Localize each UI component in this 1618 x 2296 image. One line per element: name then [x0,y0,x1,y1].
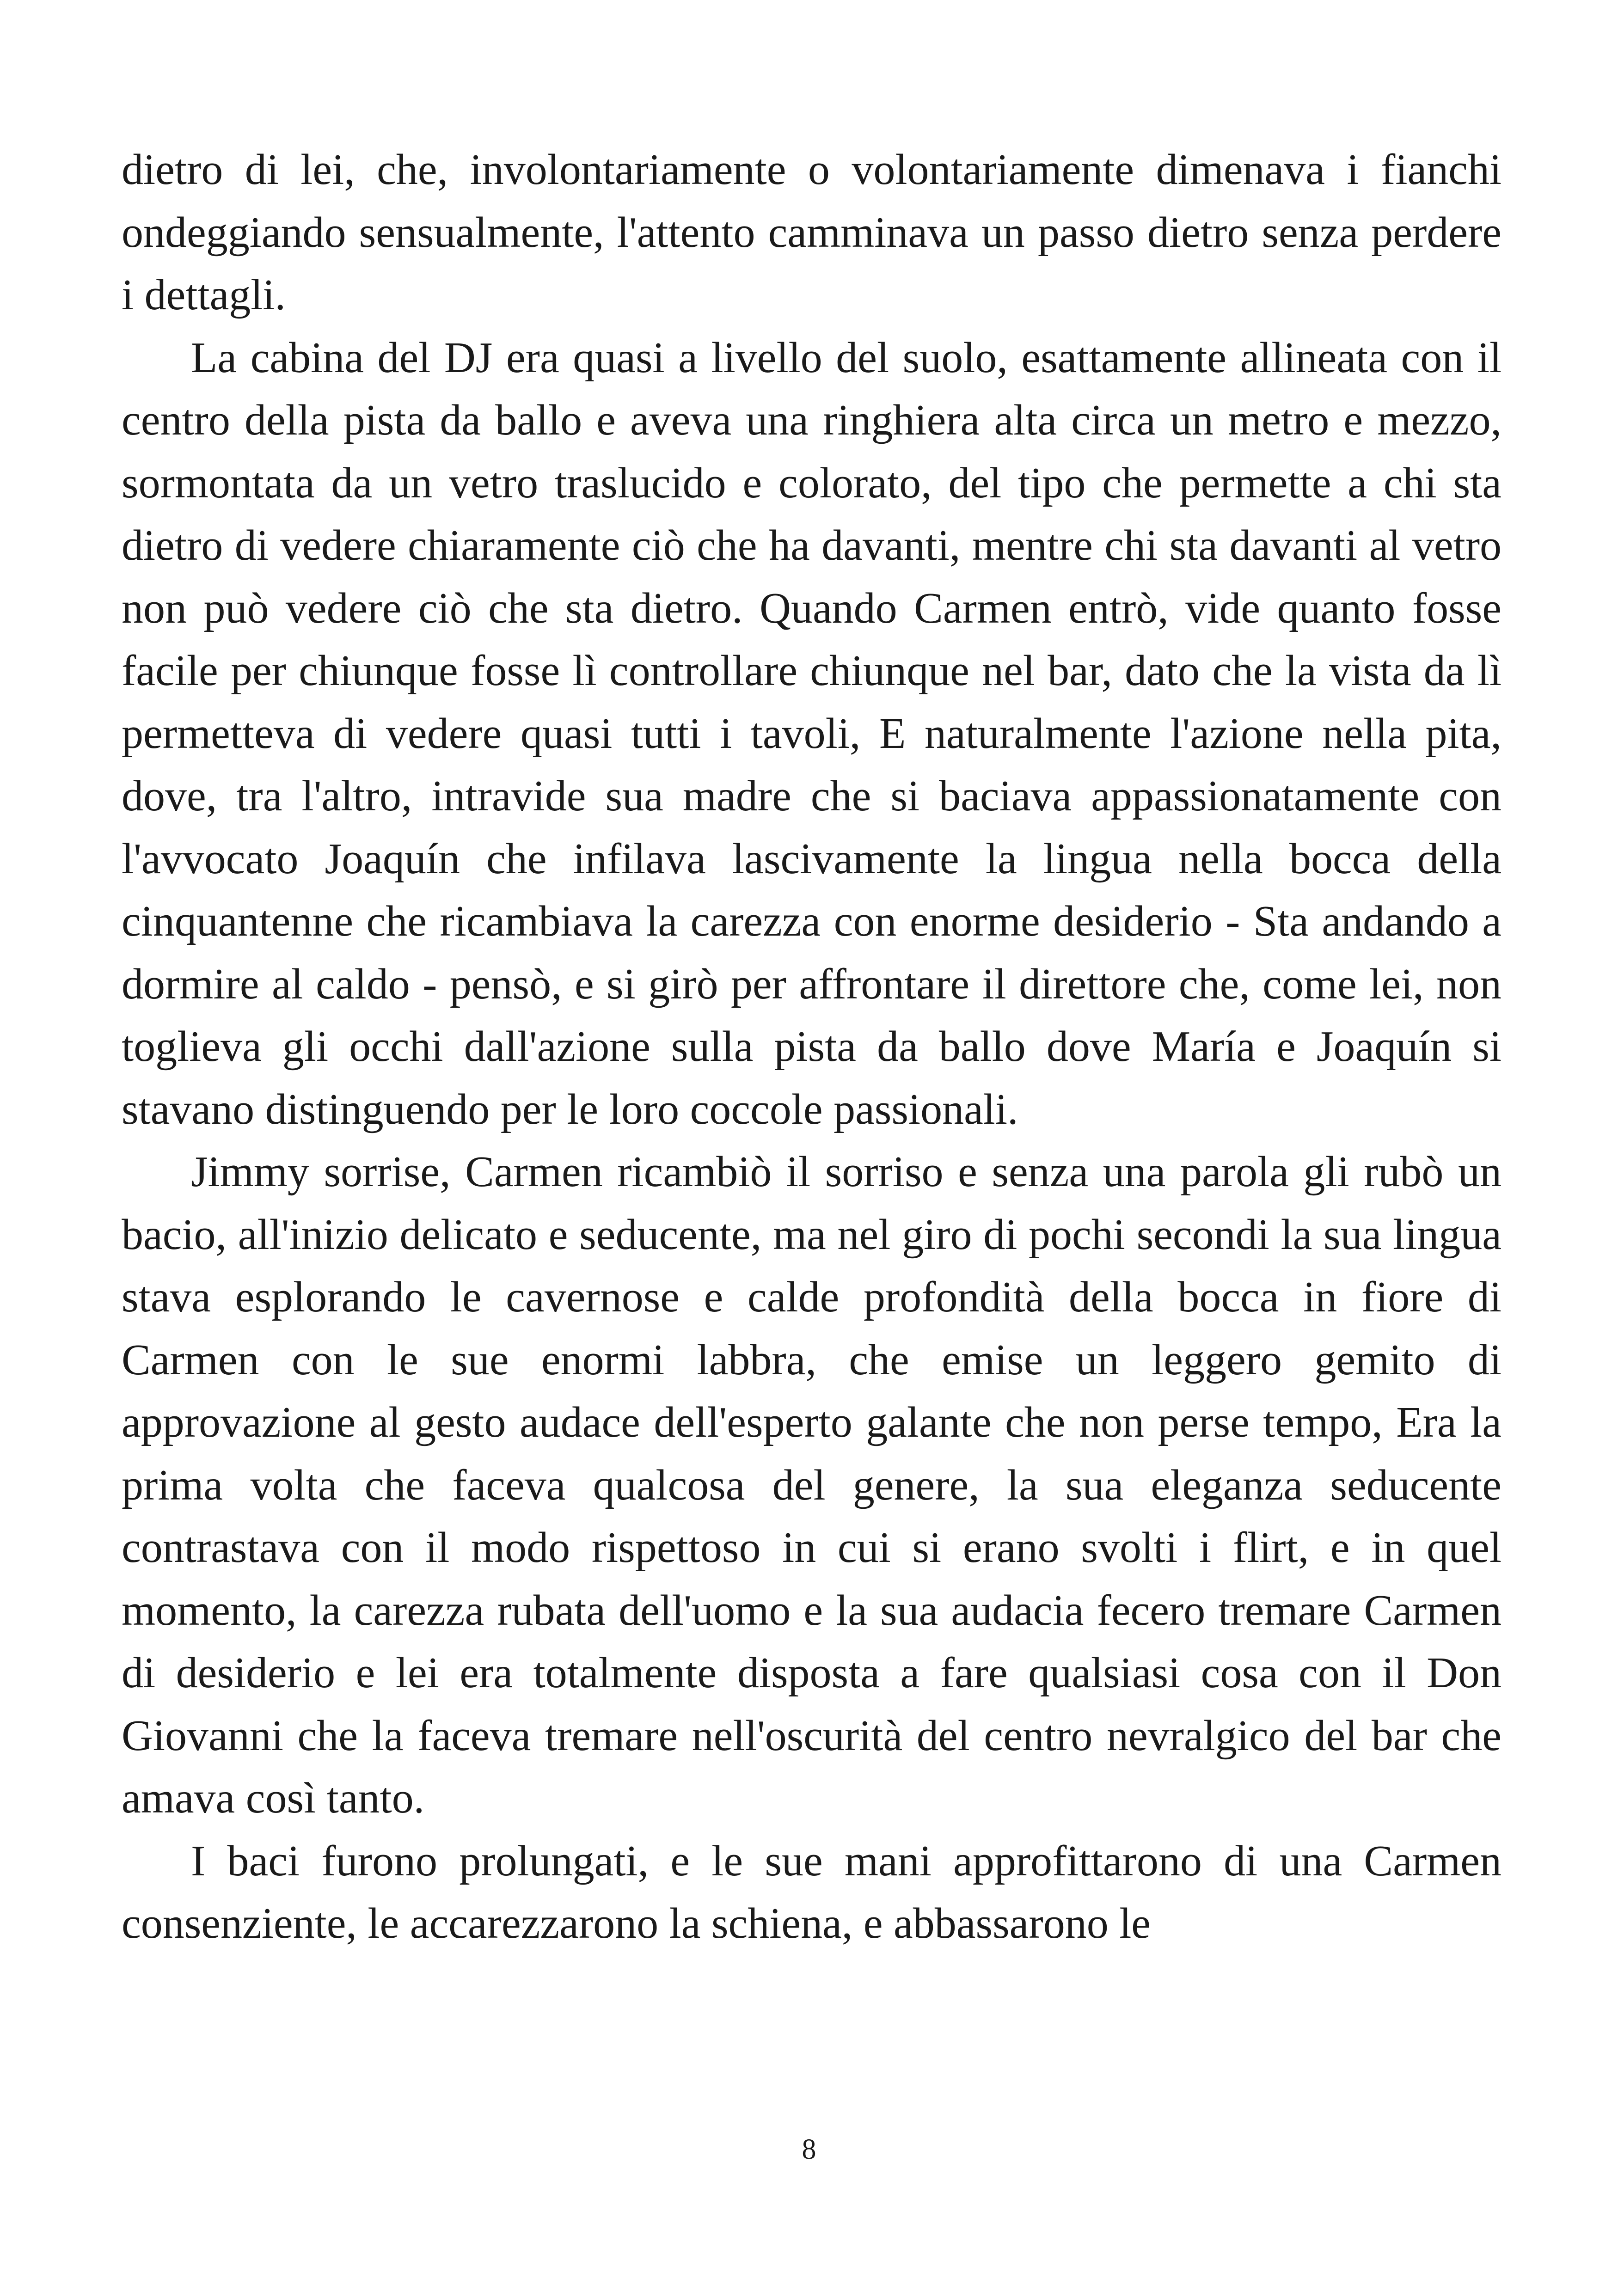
paragraph-continuation: dietro di lei, che, involontariamente o volontariamente dimenava i fianchi ondeggiando sensualmente, l'attento camminava un passo dietro senza perdere i dettagli. [122,146,1502,319]
paragraph-dj-booth: La cabina del DJ era quasi a livello del suolo, esattamente allineata con il centro della pista da ballo e aveva una ringhiera alta circa un metro e mezzo, sormontata da un vetro traslucido e colorato, del tipo che permette a chi sta dietro di vedere chiaramente ciò che ha davanti, mentre chi sta davanti al vetro non può vedere ciò che sta dietro. Quando Carmen entrò, vide quanto fosse facile per chiunque fosse lì controllare chiunque nel bar, dato che la vista da lì permetteva di vedere quasi tutti i tavoli, E naturalmente l'azione nella pita, dove, tra l'altro, intravide sua madre che si baciava appassionatamente con l'avvocato Joaquín che infilava lascivamente la lingua nella bocca della cinquantenne che ricambiava la carezza con enorme desiderio - Sta andando a dormire al caldo - pensò, e si girò per affrontare il direttore che, come lei, non toglieva gli occhi dall'azione sulla pista da ballo dove María e Joaquín si stavano distinguendo per le loro coccole passionali. [122,333,1502,1133]
page-number: 8 [802,2134,816,2165]
paragraph-prolonged-kisses: I baci furono prolungati, e le sue mani approfittarono di una Carmen consenziente, le accarezzarono la schiena, e abbassarono le [122,1837,1502,1947]
body-text [122,139,1502,1955]
paragraph-jimmy-kiss: Jimmy sorrise, Carmen ricambiò il sorriso e senza una parola gli rubò un bacio, all'inizio delicato e seducente, ma nel giro di pochi secondi la sua lingua stava esplorando le cavernose e calde profondità della bocca in fiore di Carmen con le sue enormi labbra, che emise un leggero gemito di approvazione al gesto audace dell'esperto galante che non perse tempo, Era la prima volta che faceva qualcosa del genere, la sua eleganza seducente contrastava con il modo rispettoso in cui si erano svolti i flirt, e in quel momento, la carezza rubata dell'uomo e la sua audacia fecero tremare Carmen di desiderio e lei era totalmente disposta a fare qualsiasi cosa con il Don Giovanni che la faceva tremare nell'oscurità del centro nevralgico del bar che amava così tanto. [122,1148,1502,1822]
